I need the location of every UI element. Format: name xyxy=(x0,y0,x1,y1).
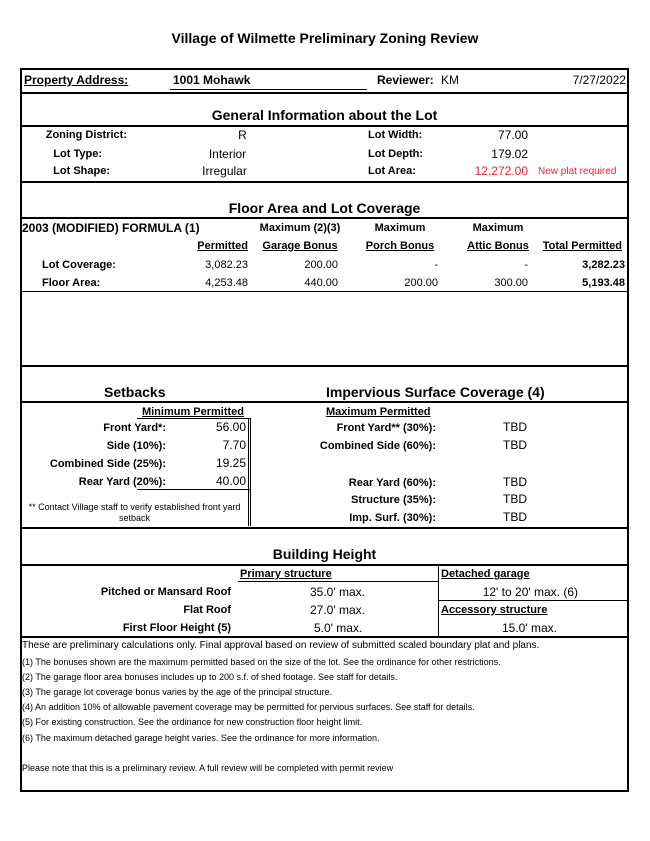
setback-value: 56.00 xyxy=(215,420,246,434)
height-value: 35.0' max. xyxy=(310,585,365,599)
cell-permitted: 3,082.23 xyxy=(205,259,248,271)
impervious-col-header: Maximum Permitted xyxy=(326,406,431,418)
lot-shape-label: Lot Shape: xyxy=(53,165,110,177)
depth-label: Lot Depth: xyxy=(368,148,423,160)
col-garage: Garage Bonus xyxy=(262,240,338,252)
cell-total: 3,282.23 xyxy=(582,259,625,271)
zoning-label: Zoning District: xyxy=(45,129,127,141)
col-permitted: Permitted xyxy=(197,240,248,252)
impervious-value: TBD xyxy=(503,438,527,452)
col-attic-top: Maximum xyxy=(472,222,524,234)
divider xyxy=(438,600,629,601)
col-porch-top: Maximum xyxy=(374,222,426,234)
row-label: Lot Coverage: xyxy=(42,259,116,271)
col-total: Total Permitted xyxy=(542,240,622,252)
impervious-label: Structure (35%): xyxy=(351,494,436,506)
address-label: Property Address: xyxy=(24,73,129,87)
height-value: 5.0' max. xyxy=(314,621,363,635)
col-porch: Porch Bonus xyxy=(365,240,435,252)
note-line: (3) The garage lot coverage bonus varies by the age of the principal structure. xyxy=(22,687,333,697)
area-label: Lot Area: xyxy=(368,165,416,177)
impervious-label: Front Yard** (30%): xyxy=(336,422,436,434)
review-date: 7/27/2022 xyxy=(572,73,626,87)
height-label: Pitched or Mansard Roof xyxy=(100,586,231,598)
divider xyxy=(20,217,629,219)
impervious-label: Combined Side (60%): xyxy=(319,440,436,452)
setback-label: Side (10%): xyxy=(106,440,166,452)
formula-label: 2003 (MODIFIED) FORMULA (1) xyxy=(22,221,200,235)
setback-label: Front Yard*: xyxy=(103,422,166,434)
detached-header: Detached garage xyxy=(441,568,530,580)
page-title: Village of Wilmette Preliminary Zoning Review xyxy=(171,30,479,46)
divider xyxy=(20,291,629,292)
cell-garage: 440.00 xyxy=(304,277,338,289)
detached-value: 12' to 20' max. (6) xyxy=(482,585,578,599)
divider xyxy=(137,418,251,419)
note-line: (2) The garage floor area bonuses includes up to 200 s.f. of shed footage. See staff for details. xyxy=(22,672,398,682)
general-heading: General Information about the Lot xyxy=(211,107,438,123)
row-label: Floor Area: xyxy=(42,277,101,289)
divider xyxy=(238,581,438,582)
width-value: 77.00 xyxy=(497,128,528,142)
cell-total: 5,193.48 xyxy=(582,277,625,289)
setback-value: 19.25 xyxy=(215,456,246,470)
setback-label: Rear Yard (20%): xyxy=(78,476,166,488)
divider xyxy=(20,125,629,127)
cell-permitted: 4,253.48 xyxy=(205,277,248,289)
note-line: (1) The bonuses shown are the maximum permitted based on the size of the lot. See the ordinance for other restrictions. xyxy=(22,657,501,667)
floor-heading: Floor Area and Lot Coverage xyxy=(228,200,421,216)
reviewer-value: KM xyxy=(441,73,459,87)
area-value: 12,272.00 xyxy=(474,164,528,178)
note-line: (5) For existing construction. See the ordinance for new construction floor height limit. xyxy=(22,717,363,727)
area-note: New plat required xyxy=(538,166,617,177)
divider xyxy=(20,636,629,638)
divider xyxy=(20,401,629,403)
setbacks-heading: Setbacks xyxy=(104,384,166,400)
divider xyxy=(20,181,629,183)
cell-attic: - xyxy=(524,259,528,271)
height-label: Flat Roof xyxy=(183,604,231,616)
note-line: Please note that this is a preliminary review. A full review will be completed with permit review xyxy=(22,763,394,773)
setback-column-rule xyxy=(248,418,251,526)
impervious-value: TBD xyxy=(503,492,527,506)
divider xyxy=(20,365,629,367)
setback-note: ** Contact Village staff to verify established front yard setback xyxy=(28,502,241,523)
depth-value: 179.02 xyxy=(491,147,528,161)
cell-attic: 300.00 xyxy=(494,277,528,289)
reviewer-label: Reviewer: xyxy=(377,73,434,87)
lot-shape-value: Irregular xyxy=(202,164,247,178)
col-attic: Attic Bonus xyxy=(467,240,529,252)
cell-porch: - xyxy=(434,259,438,271)
divider xyxy=(20,564,629,566)
impervious-value: TBD xyxy=(503,475,527,489)
height-value: 27.0' max. xyxy=(310,603,365,617)
accessory-value: 15.0' max. xyxy=(502,621,557,635)
divider xyxy=(20,92,629,94)
cell-porch: 200.00 xyxy=(404,277,438,289)
cell-garage: 200.00 xyxy=(304,259,338,271)
setback-value: 7.70 xyxy=(222,438,246,452)
impervious-value: TBD xyxy=(503,420,527,434)
setback-label: Combined Side (25%): xyxy=(49,458,166,470)
address-value: 1001 Mohawk xyxy=(173,73,251,87)
height-label: First Floor Height (5) xyxy=(122,622,231,634)
note-line: (4) An addition 10% of allowable pavement coverage may be permitted for pervious surfaces. See staff for details. xyxy=(22,702,475,712)
impervious-value: TBD xyxy=(503,510,527,524)
impervious-label: Rear Yard (60%): xyxy=(348,477,436,489)
width-label: Lot Width: xyxy=(368,129,423,141)
note-line: These are preliminary calculations only. Final approval based on review of submitted scaled boundary plat and plans. xyxy=(22,640,540,651)
primary-header: Primary structure xyxy=(240,568,332,580)
col-garage-top: Maximum (2)(3) xyxy=(259,222,341,234)
impervious-label: Imp. Surf. (30%): xyxy=(349,512,436,524)
lot-type-value: Interior xyxy=(208,147,247,161)
setback-value: 40.00 xyxy=(215,474,246,488)
divider xyxy=(137,489,251,490)
setbacks-col-header: Minimum Permitted xyxy=(141,406,245,418)
height-heading: Building Height xyxy=(272,546,377,562)
lot-type-label: Lot Type: xyxy=(53,148,102,160)
divider xyxy=(20,527,629,529)
zoning-value: R xyxy=(238,128,247,142)
accessory-header: Accessory structure xyxy=(441,604,548,616)
note-line: (6) The maximum detached garage height varies. See the ordinance for more information. xyxy=(22,733,380,743)
impervious-heading: Impervious Surface Coverage (4) xyxy=(326,384,545,400)
address-underline xyxy=(170,89,367,90)
